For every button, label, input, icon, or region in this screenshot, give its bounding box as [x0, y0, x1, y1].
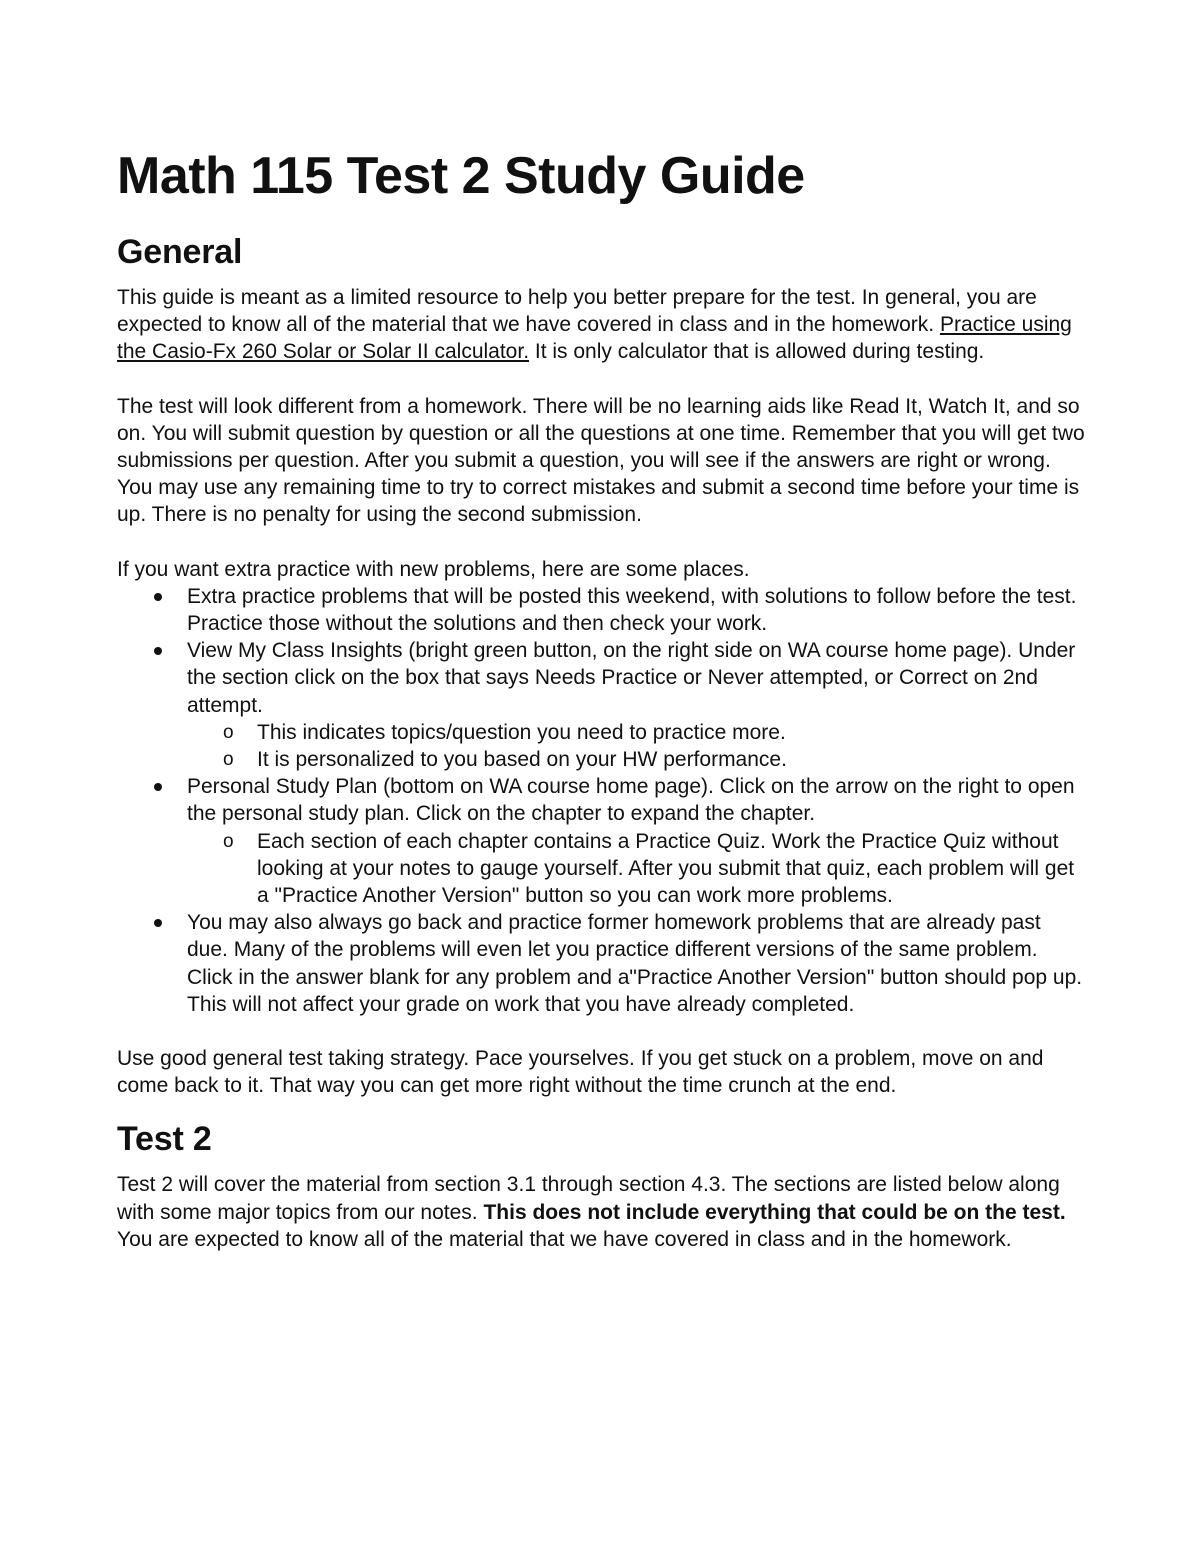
list-item-text: Extra practice problems that will be posted this weekend, with solutions to follow before the test. Practice those without the solutions and then check your work. [187, 584, 1077, 636]
test2-coverage-paragraph [117, 1171, 1087, 1253]
practice-resources-list [117, 583, 1087, 1018]
general-intro-text-a: This guide is meant as a limited resource to help you better prepare for the test. In general, you are expected to know all of the material that we have covered in class and in the homework. [117, 286, 1037, 337]
document-title: Math 115 Test 2 Study Guide [117, 147, 805, 205]
list-item [117, 637, 1087, 773]
sub-list-item-text: This indicates topics/question you need to practice more. [257, 720, 786, 744]
test-strategy-paragraph: Use good general test taking strategy. Pace yourselves. If you get stuck on a problem, move on and come back to it. That way you can get more right without the time crunch at the end. [117, 1047, 1044, 1098]
calculator-practice-link: Practice using the Casio-Fx 260 Solar or Solar II calculator. [117, 313, 1072, 364]
list-item-text: Personal Study Plan (bottom on WA course home page). Click on the arrow on the right to open the personal study plan. Click on the chapter to expand the chapter. [187, 775, 1075, 826]
list-item-text: You may also always go back and practice former homework problems that are already past due. Many of the problems will even let you practice different versions of the same problem. Click in the answer blank for any problem and a"Practice Another Version" button should pop up. This will not affect your grade on work that you have already completed. [187, 911, 1083, 1016]
bullet-icon [154, 593, 162, 601]
sub-list-item-text: It is personalized to you based on your HW performance. [257, 748, 787, 772]
test2-heading: Test 2 [117, 1120, 212, 1159]
test2-bold-note: This does not include everything that could be on the test. [483, 1200, 1066, 1224]
list-item-text: View My Class Insights (bright green button, on the right side on WA course home page). Under the section click on the box that says Needs Practice or Never attempted, or Correct on 2nd attempt. [187, 639, 1076, 717]
sub-list-item [187, 746, 1087, 773]
bullet-icon [154, 919, 162, 927]
extra-practice-intro: If you want extra practice with new problems, here are some places. [117, 557, 750, 581]
list-item [117, 773, 1087, 909]
bullet-icon [154, 647, 162, 655]
sub-list-item-text: Each section of each chapter contains a Practice Quiz. Work the Practice Quiz without looking at your notes to gauge yourself. After you submit that quiz, each problem will get a "Practice Another Version" button so you can work more problems. [257, 829, 1075, 908]
insights-sub-list [187, 719, 1087, 773]
sub-bullet-icon: o [223, 830, 234, 852]
bullet-icon [154, 783, 162, 791]
sub-list-item [187, 828, 1087, 910]
test-format-paragraph: The test will look different from a homework. There will be no learning aids like Read It, Watch It, and so on. You will submit question by question or all the questions at one time. Remember that you will get two submissions per question. After you submit a question, you will see if the answers are right or wrong. You may use any remaining time to try to correct mistakes and submit a second time before your time is up. There is no penalty for using the second submission. [117, 394, 1085, 527]
general-intro-text-b: It is only calculator that is allowed during testing. [529, 340, 985, 364]
list-item [117, 909, 1087, 1018]
general-heading: General [117, 233, 243, 271]
sub-bullet-icon: o [223, 749, 234, 771]
list-item [117, 583, 1087, 637]
study-plan-sub-list [187, 828, 1087, 910]
test2-text-b: You are expected to know all of the material that we have covered in class and in the homework. [117, 1227, 1012, 1251]
sub-list-item [187, 719, 1087, 746]
test2-text-a: Test 2 will cover the material from section 3.1 through section 4.3. The sections are listed below along with some major topics from our notes. [117, 1173, 1060, 1224]
document-page [117, 142, 1087, 1253]
sub-bullet-icon: o [223, 721, 234, 743]
general-intro-paragraph [117, 284, 1087, 366]
